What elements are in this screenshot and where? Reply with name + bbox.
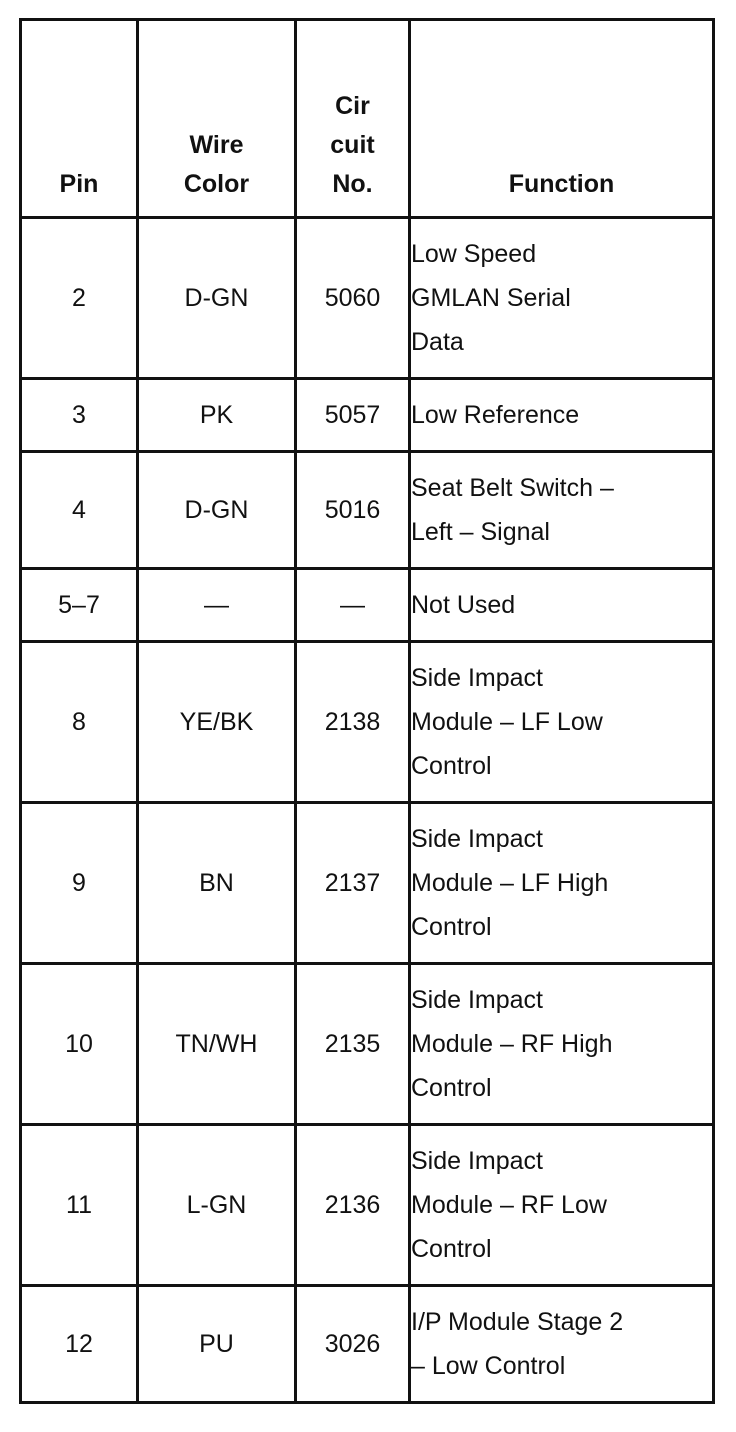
pinout-table (19, 18, 715, 1404)
wire-color-cell: D-GN (138, 452, 296, 569)
function-cell: Low Speed GMLAN Serial Data (410, 218, 714, 379)
wire-color-cell: TN/WH (138, 964, 296, 1125)
circuit-cell: 5057 (296, 379, 410, 452)
table-body (21, 218, 714, 1403)
wire-color-cell: L-GN (138, 1125, 296, 1286)
table-row (21, 964, 714, 1125)
wire-color-cell: — (138, 569, 296, 642)
table-row (21, 1286, 714, 1403)
function-cell: Not Used (410, 569, 714, 642)
header-function: Function (410, 20, 714, 218)
table-row (21, 642, 714, 803)
table-header (21, 20, 714, 218)
wire-color-cell: YE/BK (138, 642, 296, 803)
circuit-cell: 2137 (296, 803, 410, 964)
pin-cell: 11 (21, 1125, 138, 1286)
wire-color-cell: PK (138, 379, 296, 452)
circuit-cell: 2135 (296, 964, 410, 1125)
function-cell: Side Impact Module – RF High Control (410, 964, 714, 1125)
pin-cell: 4 (21, 452, 138, 569)
table-row (21, 379, 714, 452)
header-wire-color: Wire Color (138, 20, 296, 218)
pin-cell: 10 (21, 964, 138, 1125)
wire-color-cell: PU (138, 1286, 296, 1403)
function-cell: Seat Belt Switch – Left – Signal (410, 452, 714, 569)
circuit-cell: 2136 (296, 1125, 410, 1286)
function-cell: Side Impact Module – RF Low Control (410, 1125, 714, 1286)
function-cell: I/P Module Stage 2 – Low Control (410, 1286, 714, 1403)
circuit-cell: 2138 (296, 642, 410, 803)
function-cell: Side Impact Module – LF High Control (410, 803, 714, 964)
pin-cell: 9 (21, 803, 138, 964)
table-row (21, 218, 714, 379)
pin-cell: 2 (21, 218, 138, 379)
table-row (21, 803, 714, 964)
table-row (21, 1125, 714, 1286)
circuit-cell: 5060 (296, 218, 410, 379)
pin-cell: 8 (21, 642, 138, 803)
header-row (21, 20, 714, 218)
header-circuit-no: Cir cuit No. (296, 20, 410, 218)
header-pin: Pin (21, 20, 138, 218)
circuit-cell: — (296, 569, 410, 642)
function-cell: Low Reference (410, 379, 714, 452)
wire-color-cell: BN (138, 803, 296, 964)
pin-cell: 3 (21, 379, 138, 452)
circuit-cell: 3026 (296, 1286, 410, 1403)
function-cell: Side Impact Module – LF Low Control (410, 642, 714, 803)
table-row (21, 452, 714, 569)
table-row (21, 569, 714, 642)
circuit-cell: 5016 (296, 452, 410, 569)
wire-color-cell: D-GN (138, 218, 296, 379)
pin-cell: 12 (21, 1286, 138, 1403)
pin-cell: 5–7 (21, 569, 138, 642)
